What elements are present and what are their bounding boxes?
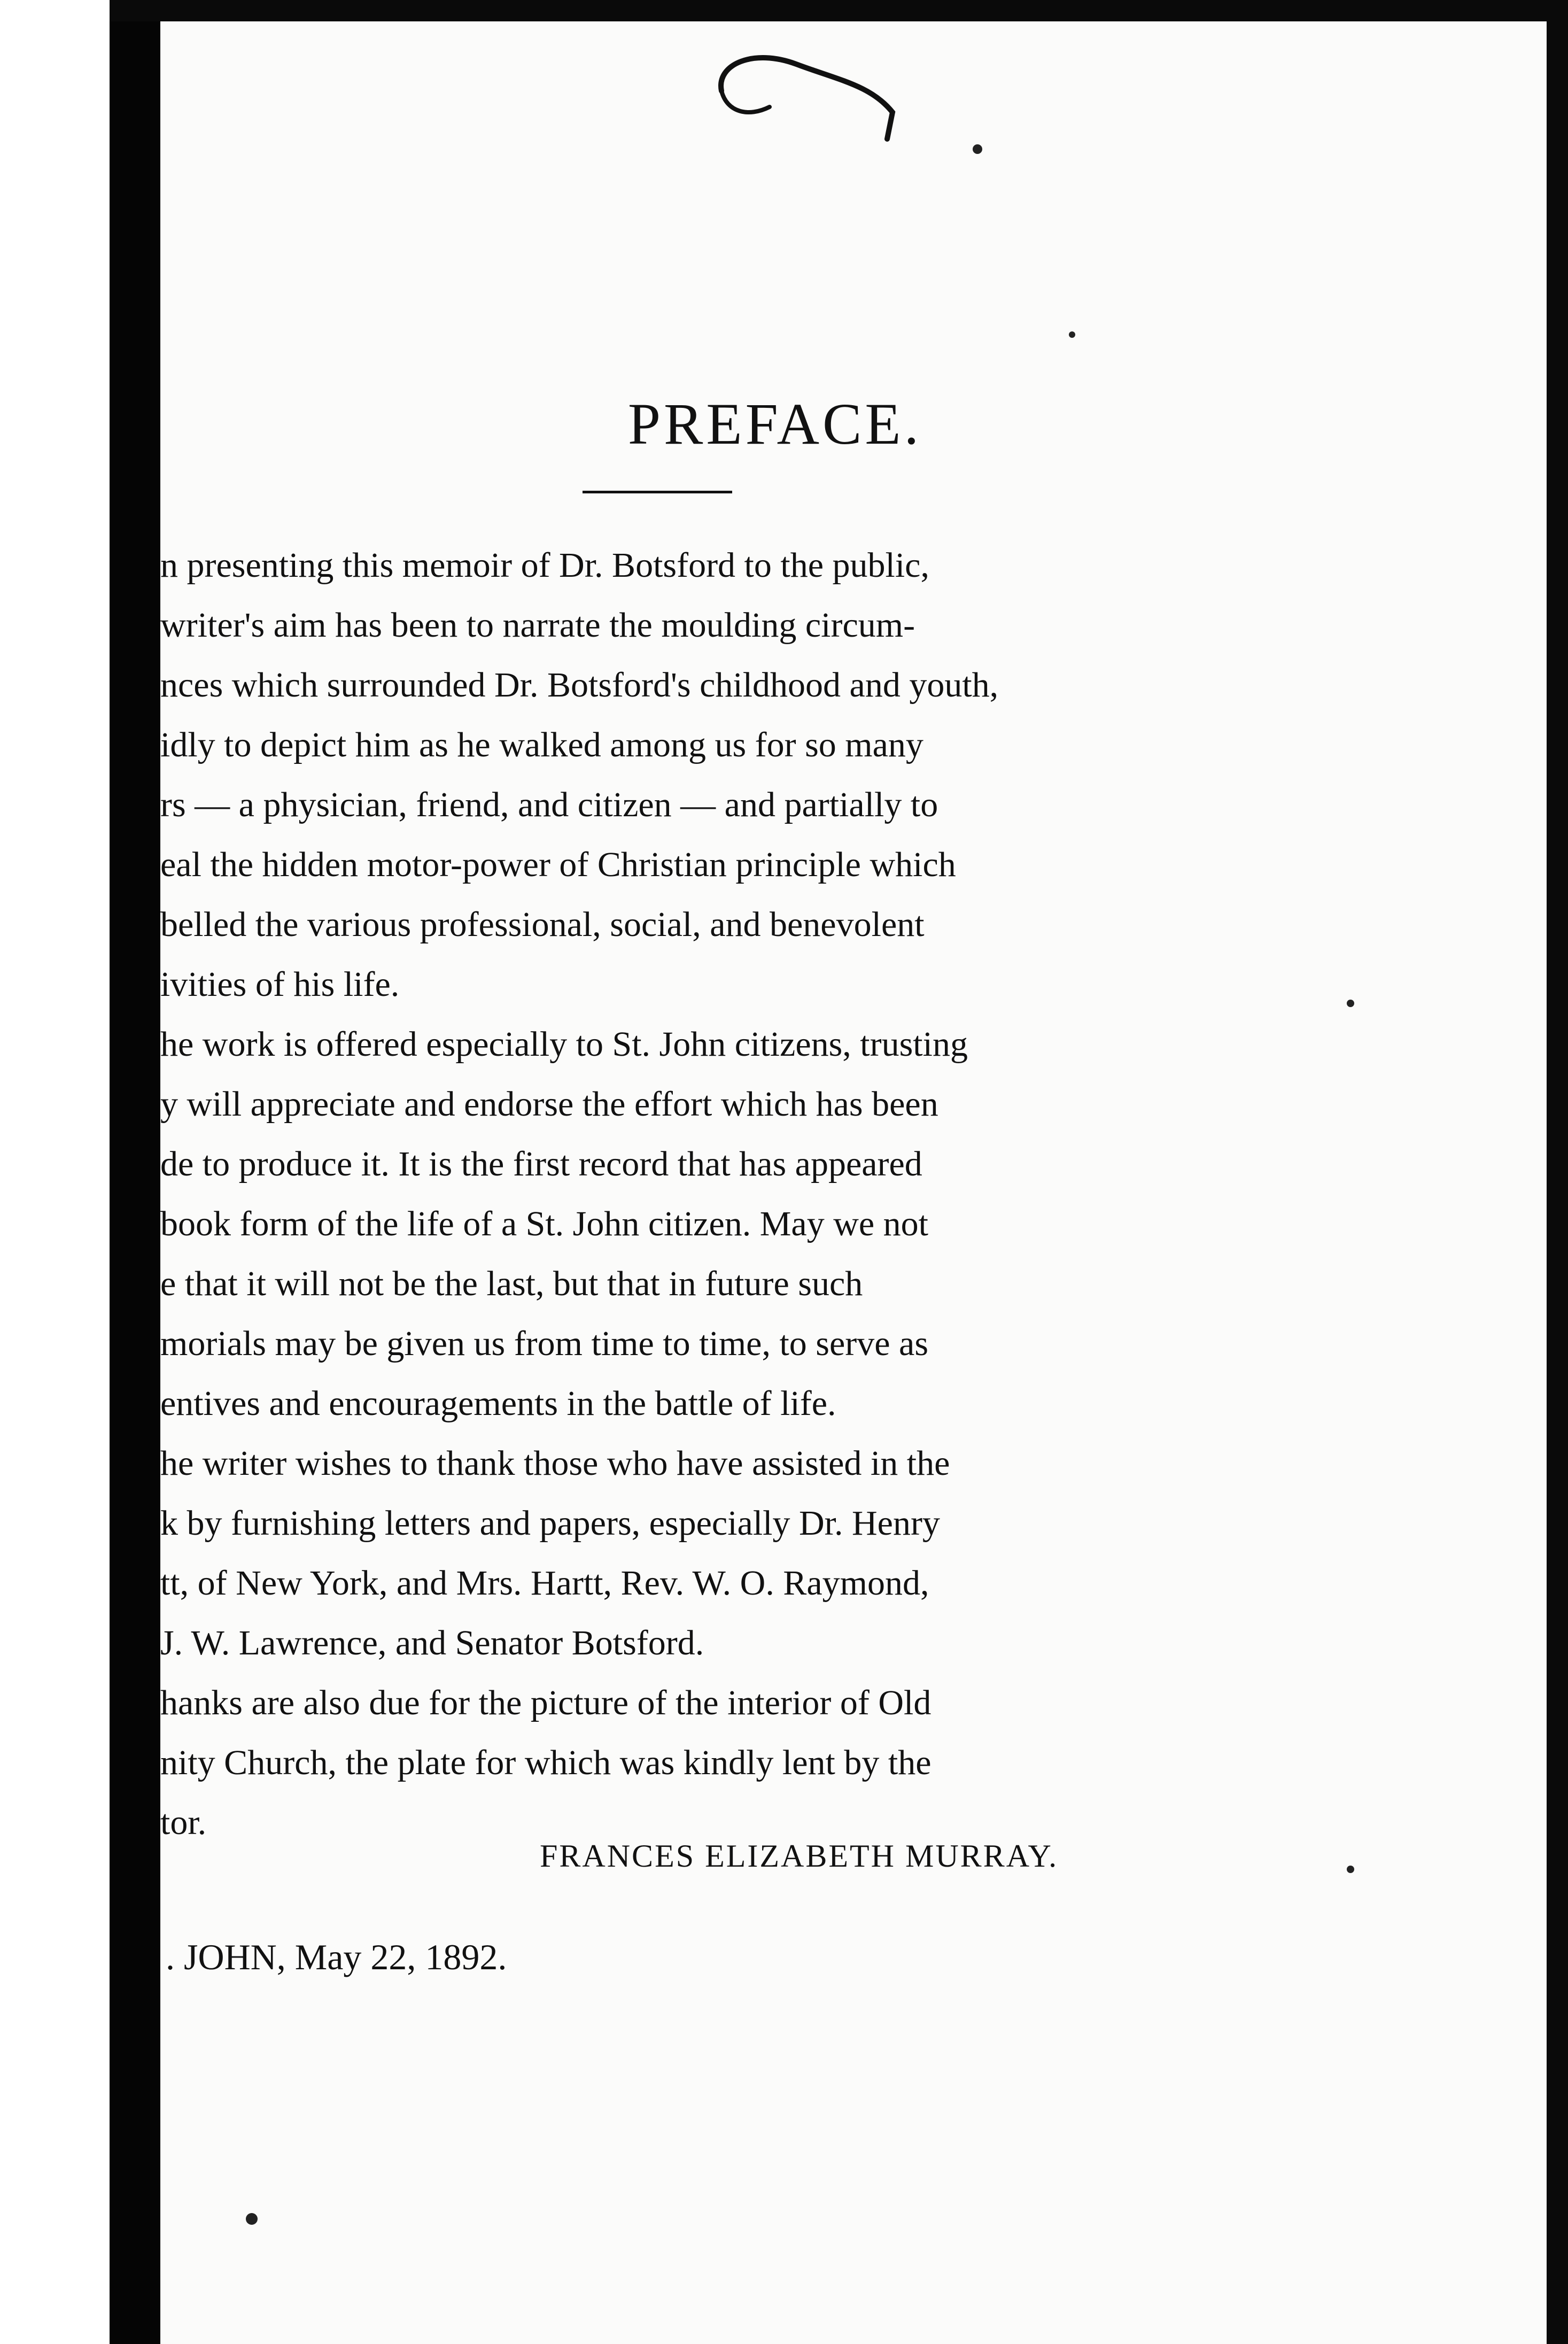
binding-margin — [0, 0, 110, 2344]
text-line: eal the hidden motor-power of Christian principle which — [160, 845, 956, 884]
text-line: he writer wishes to thank those who have assisted in the — [160, 1444, 950, 1483]
scan-speck — [1069, 331, 1075, 338]
preface-body — [160, 536, 1229, 1853]
scan-speck — [973, 144, 982, 154]
text-line: nity Church, the plate for which was kindly lent by the — [160, 1743, 932, 1782]
dateline: . JOHN, May 22, 1892. — [166, 1937, 507, 1977]
text-line: tt, of New York, and Mrs. Hartt, Rev. W. O. Raymond, — [160, 1564, 929, 1603]
text-line: de to produce it. It is the first record that has appeared — [160, 1144, 922, 1183]
author-signature: FRANCES ELIZABETH MURRAY. — [540, 1838, 1059, 1874]
text-line: nces which surrounded Dr. Botsford's childhood and youth, — [160, 666, 999, 705]
text-line: ivities of his life. — [160, 965, 400, 1004]
text-line: k by furnishing letters and papers, especially Dr. Henry — [160, 1504, 940, 1543]
handwritten-mark-icon — [711, 43, 909, 150]
top-scan-edge — [110, 0, 1568, 21]
text-line: idly to depict him as he walked among us for so many — [160, 725, 923, 764]
text-line: tor. — [160, 1803, 207, 1842]
text-line: writer's aim has been to narrate the moulding circum- — [160, 606, 915, 645]
text-line: J. W. Lawrence, and Senator Botsford. — [160, 1623, 704, 1662]
text-line: morials may be given us from time to time, to serve as — [160, 1324, 929, 1363]
scan-speck — [1347, 1000, 1354, 1007]
text-line: entives and encouragements in the battle of life. — [160, 1384, 836, 1423]
page-title: PREFACE. — [627, 391, 922, 457]
text-line: y will appreciate and endorse the effort which has been — [160, 1085, 938, 1124]
title-divider — [583, 491, 732, 493]
text-line: belled the various professional, social, and benevolent — [160, 905, 925, 944]
text-line: hanks are also due for the picture of the interior of Old — [160, 1683, 932, 1722]
scan-speck — [246, 2213, 258, 2225]
right-scan-edge — [1547, 0, 1568, 2344]
text-line: book form of the life of a St. John citizen. May we not — [160, 1204, 929, 1243]
text-line: rs — a physician, friend, and citizen — and partially to — [160, 785, 938, 824]
binding-shadow — [110, 0, 160, 2344]
text-line: e that it will not be the last, but that in future such — [160, 1264, 863, 1303]
text-line: he work is offered especially to St. John citizens, trusting — [160, 1025, 968, 1064]
scan-speck — [1347, 1866, 1354, 1873]
text-line: n presenting this memoir of Dr. Botsford to the public, — [160, 546, 929, 585]
